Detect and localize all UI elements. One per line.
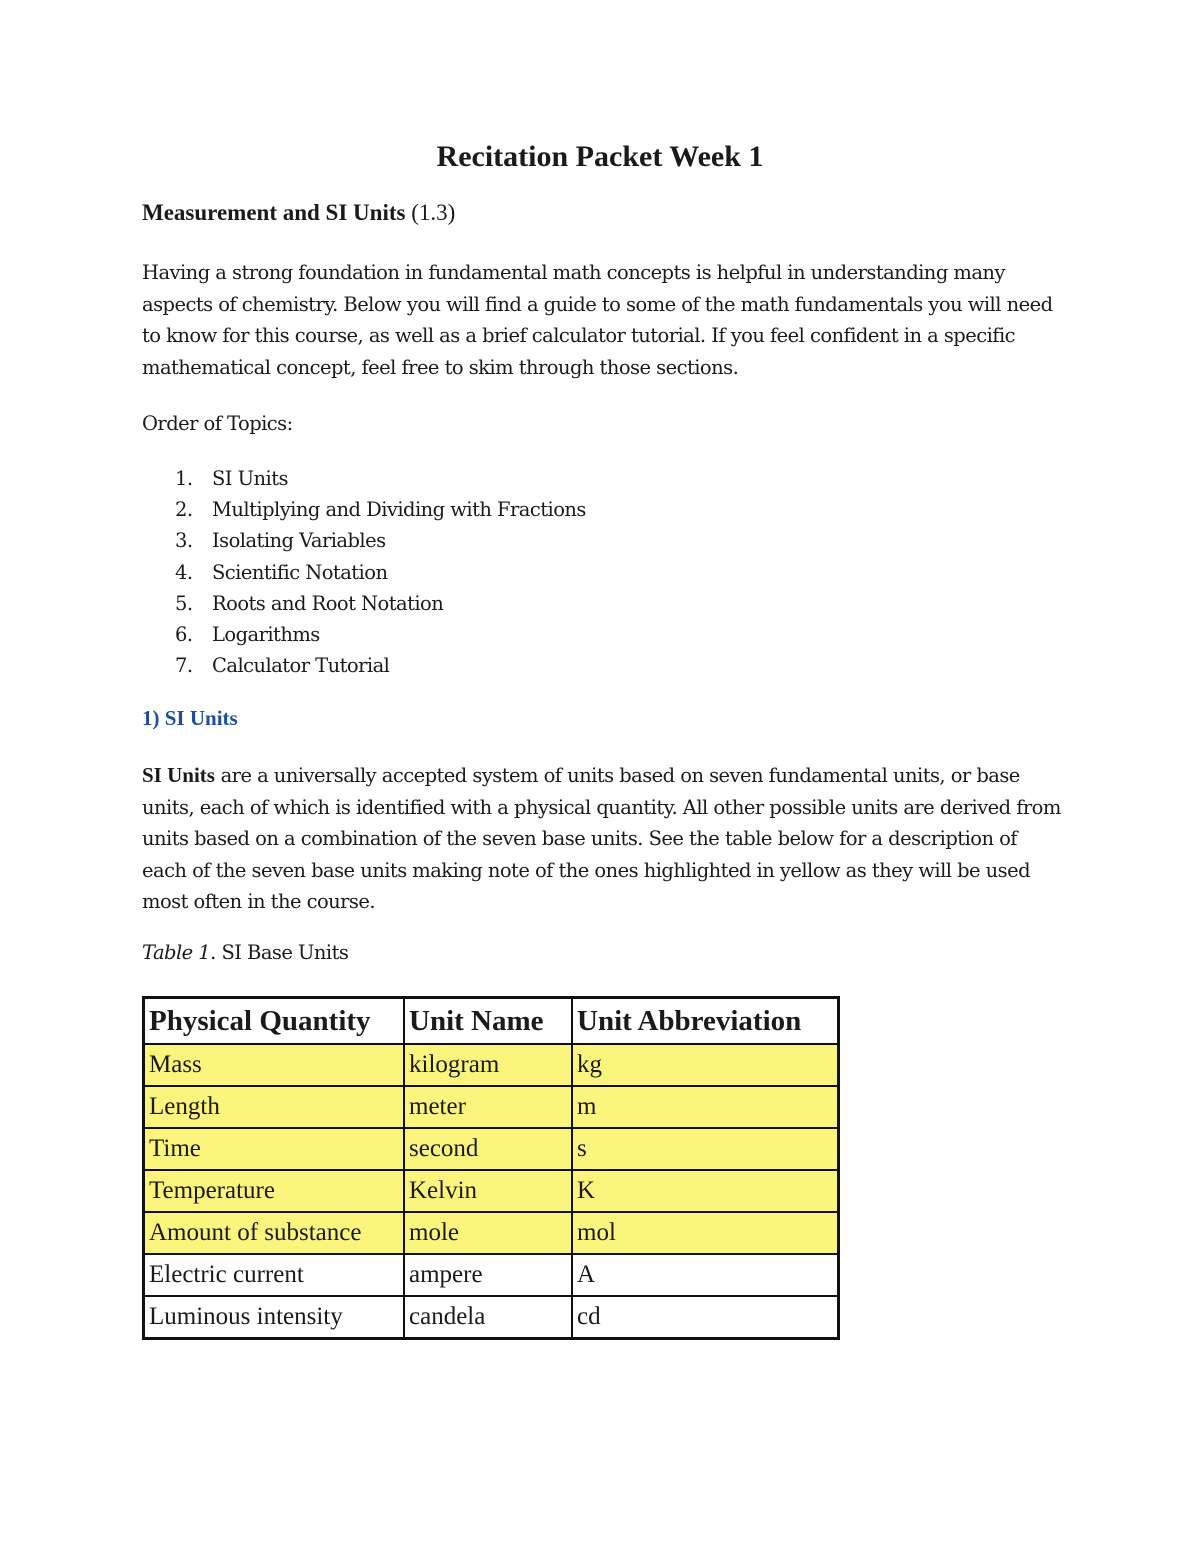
- table-cell: cd: [572, 1296, 839, 1339]
- list-item: [142, 494, 586, 525]
- table-cell: Amount of substance: [144, 1212, 405, 1254]
- list-item: [142, 619, 586, 650]
- table-cell: meter: [404, 1086, 572, 1128]
- si-units-paragraph: [142, 760, 1062, 918]
- table-cell: s: [572, 1128, 839, 1170]
- list-item-label: Roots and Root Notation: [212, 591, 444, 615]
- topic-list: [142, 463, 586, 681]
- table-cell: second: [404, 1128, 572, 1170]
- table-cell: kilogram: [404, 1044, 572, 1086]
- column-header-unit-abbreviation: Unit Abbreviation: [572, 998, 839, 1045]
- si-base-units-table: [142, 996, 840, 1340]
- table-cell: mole: [404, 1212, 572, 1254]
- list-item-number: 6.: [175, 622, 193, 646]
- list-item-number: 5.: [175, 591, 193, 615]
- si-units-term: SI Units: [142, 763, 215, 787]
- list-item-label: Logarithms: [212, 622, 320, 646]
- list-item: [142, 588, 586, 619]
- section-heading: [142, 200, 455, 226]
- list-item-label: Multiplying and Dividing with Fractions: [212, 498, 586, 522]
- list-item-number: 2.: [175, 498, 193, 522]
- column-header-unit-name: Unit Name: [404, 998, 572, 1045]
- table-cell: Time: [144, 1128, 405, 1170]
- list-item-label: Scientific Notation: [212, 560, 388, 584]
- table-cell: Electric current: [144, 1254, 405, 1296]
- table-row: [144, 1254, 839, 1296]
- table-row: [144, 1212, 839, 1254]
- table-cell: K: [572, 1170, 839, 1212]
- list-item: [142, 463, 586, 494]
- table-caption-label: Table 1: [142, 941, 211, 964]
- table-cell: kg: [572, 1044, 839, 1086]
- section-heading-text: Measurement and SI Units: [142, 200, 406, 225]
- list-item-number: 7.: [175, 654, 193, 678]
- table-cell: Luminous intensity: [144, 1296, 405, 1339]
- list-item-number: 3.: [175, 529, 193, 553]
- table-cell: m: [572, 1086, 839, 1128]
- table-header-row: [144, 998, 839, 1045]
- list-item-number: 1.: [175, 467, 193, 490]
- table-caption-text: . SI Base Units: [210, 941, 349, 964]
- table-row: [144, 1086, 839, 1128]
- table-row: [144, 1296, 839, 1339]
- list-item-label: Isolating Variables: [212, 529, 386, 553]
- table-cell: Mass: [144, 1044, 405, 1086]
- si-units-description: are a universally accepted system of units based on seven fundamental units, or base units, each of which is identified with a physical quantity. All other possible units are derived from units based on a combination of the seven base units. See the table below for a description of each of the seven base units making note of the ones highlighted in yellow as they will be used most often in the course.: [142, 764, 1061, 913]
- list-item-label: SI Units: [212, 467, 288, 490]
- column-header-physical-quantity: Physical Quantity: [144, 998, 405, 1045]
- page-title: Recitation Packet Week 1: [436, 140, 764, 173]
- table-row: [144, 1044, 839, 1086]
- table-cell: ampere: [404, 1254, 572, 1296]
- table-row: [144, 1170, 839, 1212]
- table-cell: mol: [572, 1212, 839, 1254]
- list-item: [142, 557, 586, 588]
- table-cell: Length: [144, 1086, 405, 1128]
- table-cell: candela: [404, 1296, 572, 1339]
- table-row: [144, 1128, 839, 1170]
- table-cell: Kelvin: [404, 1170, 572, 1212]
- list-item-label: Calculator Tutorial: [212, 654, 390, 678]
- intro-paragraph: Having a strong foundation in fundamental math concepts is helpful in understanding many aspects of chemistry. Below you will find a guide to some of the math fundamentals you will need to know for this course, as well as a brief calculator tutorial. If you feel confident in a specific mathematical concept, feel free to skim through those sections.: [142, 261, 1053, 379]
- table-cell: Temperature: [144, 1170, 405, 1212]
- si-units-subheading: 1) SI Units: [142, 706, 238, 730]
- table-caption: [142, 941, 348, 964]
- list-item: [142, 525, 586, 556]
- section-reference: (1.3): [411, 200, 456, 225]
- list-item: [142, 650, 586, 681]
- table-cell: A: [572, 1254, 839, 1296]
- list-item-number: 4.: [175, 560, 193, 584]
- order-of-topics-label: Order of Topics:: [142, 412, 293, 435]
